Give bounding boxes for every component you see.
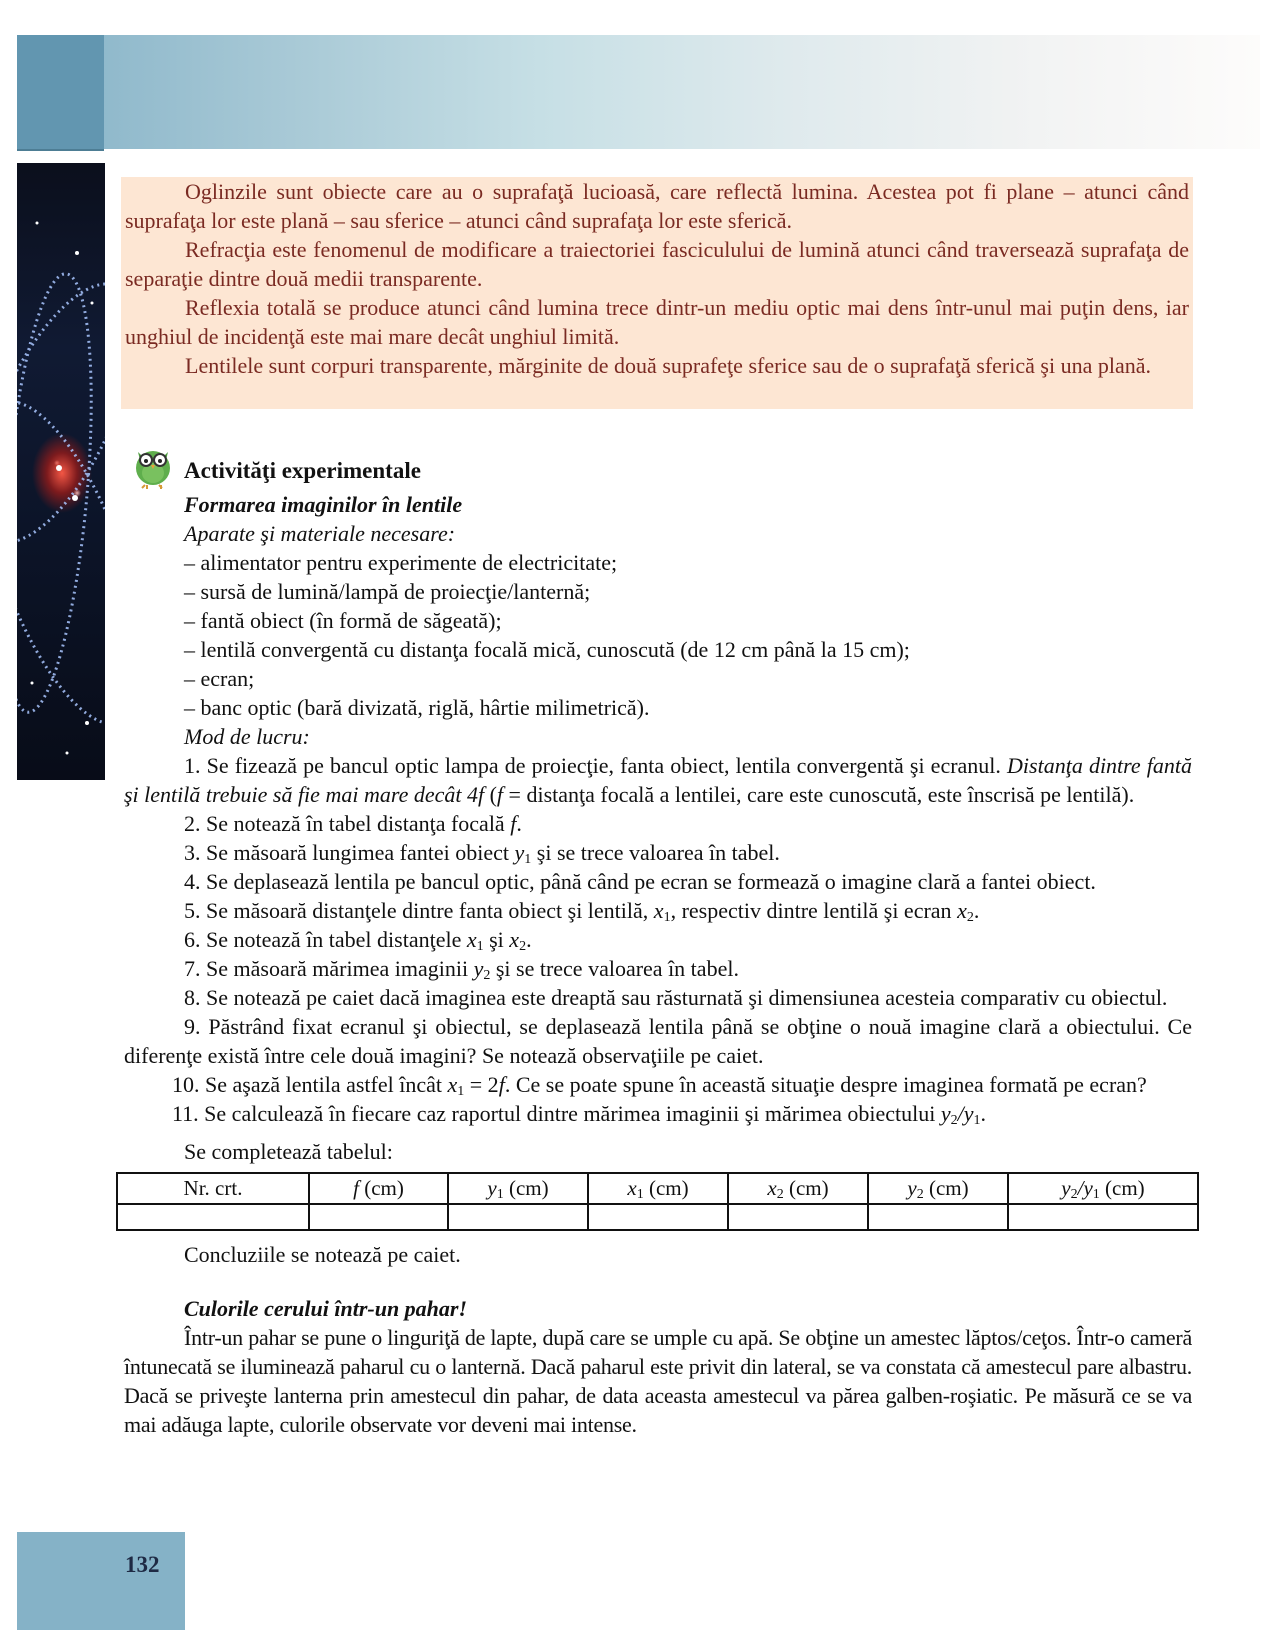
step-3-var: y	[514, 840, 525, 865]
step-9: 9. Păstrând fixat ecranul şi obiectul, se deplasează lentila până se obţine o nouă imagine clară a obiectului. Ce diferenţe există între cele două imagini? Se notează observaţiile pe caiet.	[124, 1014, 1192, 1068]
step-8: 8. Se notează pe caiet dacă imaginea este dreaptă sau răsturnată şi dimensiunea acesteia comparativ cu obiectul.	[184, 985, 1168, 1010]
header-var: x	[627, 1176, 637, 1200]
table-header-y1	[448, 1173, 588, 1204]
step-2-text: 2. Se notează în tabel distanţa focală	[184, 811, 511, 836]
step-6-var2: x	[509, 927, 520, 952]
main-content	[124, 456, 1192, 1439]
materials-item: – ecran;	[184, 666, 255, 691]
step-3-text-end: şi se trece valoarea în tabel.	[531, 840, 780, 865]
header-sub: 2	[1070, 1187, 1078, 1202]
step-10-var: x	[447, 1072, 458, 1097]
step-7-text: 7. Se măsoară mărimea imaginii	[184, 956, 474, 981]
materials-item: – sursă de lumină/lampă de proiecţie/lanternă;	[184, 579, 591, 604]
step-6	[124, 925, 1192, 954]
step-1-italic-text: Distanţa dintre fantă şi lentilă trebuie să fie mai mare decât 4f	[124, 753, 1193, 807]
summary-paragraph-total-reflection: Reflexia totală se produce atunci când lumina trece dintr-un mediu optic mai dens într-unul mai puţin dens, iar unghiul de incidenţă este mai mare decât unghiul limită.	[125, 295, 1189, 349]
table-header-ratio	[1008, 1173, 1198, 1204]
header-unit: (cm)	[503, 1176, 549, 1200]
header-sub2: 1	[1092, 1187, 1100, 1202]
step-5-end: .	[973, 898, 980, 923]
page-number: 132	[125, 1552, 160, 1577]
table-header-x2	[728, 1173, 868, 1204]
experiment-title-lens-images: Formarea imaginilor în lentile	[184, 492, 463, 517]
step-6-var1: x	[466, 927, 477, 952]
table-cell[interactable]	[117, 1204, 309, 1230]
step-5-var2: x	[957, 898, 967, 923]
step-1	[124, 751, 1192, 809]
materials-label: Aparate şi materiale necesare:	[184, 521, 456, 546]
step-6-end: .	[526, 927, 532, 952]
step-5-sub2: 2	[966, 910, 974, 925]
table-cell[interactable]	[309, 1204, 448, 1230]
step-5-sub1: 1	[663, 910, 671, 925]
step-2-end: .	[516, 811, 522, 836]
results-table	[116, 1172, 1199, 1231]
step-5-var1: x	[653, 898, 664, 923]
table-cell[interactable]	[448, 1204, 588, 1230]
summary-paragraph-lenses: Lentilele sunt corpuri transparente, mărginite de două suprafeţe sferice sau de o suprafaţă sferică şi una plană.	[185, 353, 1151, 378]
step-7-text-end: şi se trece valoarea în tabel.	[490, 956, 739, 981]
summary-paragraph-mirrors: Oglinzile sunt obiecte care au o suprafaţă lucioasă, care reflectă lumina. Acestea pot fi plane – atunci când suprafaţa lor este plană – sau sferice – atunci când suprafaţa lor este sferică.	[125, 179, 1189, 233]
header-sub: 1	[496, 1187, 504, 1202]
header-var: x	[767, 1176, 777, 1200]
step-10-var-f: f	[498, 1072, 505, 1097]
table-header-f	[309, 1173, 448, 1204]
step-6-sub2: 2	[519, 939, 527, 954]
header-unit: (cm)	[923, 1176, 969, 1200]
step-2-var-f: f	[510, 811, 517, 836]
materials-item: – alimentator pentru experimente de electricitate;	[184, 550, 618, 575]
step-10-text-end: . Ce se poate spune în această situaţie despre imaginea formată pe ecran?	[504, 1072, 1147, 1097]
step-3	[124, 838, 1192, 867]
header-label: Nr. crt.	[183, 1176, 243, 1200]
step-10-text: 10. Se aşază lentila astfel încât	[172, 1072, 448, 1097]
page-number-box	[17, 1532, 185, 1630]
header-var: y	[1061, 1176, 1071, 1200]
step-6-text: 6. Se notează în tabel distanţele	[184, 927, 467, 952]
step-5	[124, 896, 1192, 925]
step-10-eq: = 2	[464, 1072, 499, 1097]
step-11-var1: y	[940, 1101, 951, 1126]
experiment-sky-colors-text: Într-un pahar se pune o linguriţă de lapte, după care se umple cu apă. Se obţine un amestec lăptos/ceţos. Într-o cameră întunecată se iluminează paharul cu o lanternă. Dacă paharul este privit din lateral, se va constata că amestecul pare albastru. Dacă se priveşte lanterna prin amestecul din pahar, de data aceasta amestecul va părea galben-roşiatic. Pe măsură ce se va mai adăuga lapte, culorile observate vor deveni mai intense.	[124, 1325, 1192, 1437]
step-6-sub1: 1	[476, 939, 484, 954]
table-intro: Se completează tabelul:	[184, 1139, 393, 1164]
table-header-y2	[868, 1173, 1008, 1204]
step-5-text-mid: , respectiv dintre lentilă şi ecran	[670, 898, 958, 923]
table-cell[interactable]	[588, 1204, 728, 1230]
header-band	[17, 35, 1260, 149]
procedure-label: Mod de lucru:	[184, 724, 310, 749]
table-cell[interactable]	[868, 1204, 1008, 1230]
step-4: 4. Se deplasează lentila pe bancul optic, până când pe ecran se formează o imagine clară a fantei obiect.	[184, 869, 1096, 894]
step-11-slash: /	[957, 1101, 964, 1126]
section-heading-activities: Activităţi experimentale	[184, 458, 421, 483]
table-header-x1	[588, 1173, 728, 1204]
summary-paragraph-refraction: Refracţia este fenomenul de modificare a traiectoriei fasciculului de lumină atunci când traversează suprafaţa de separaţie dintre două medii transparente.	[125, 237, 1189, 291]
table-header-row	[117, 1173, 1198, 1204]
step-11	[124, 1099, 1192, 1128]
step-3-text: 3. Se măsoară lungimea fantei obiect	[184, 840, 515, 865]
table-header-nr	[117, 1173, 309, 1204]
step-3-sub: 1	[524, 852, 532, 867]
experiment-title-sky-colors: Culorile cerului într-un pahar!	[184, 1296, 468, 1321]
header-corner-block	[17, 35, 104, 151]
step-1-paren: (	[484, 782, 497, 807]
step-10-sub: 1	[457, 1084, 465, 1099]
materials-item: – fantă obiect (în formă de săgeată);	[184, 608, 502, 633]
atom-orbits-graphic	[17, 163, 105, 780]
step-11-text: 11. Se calculează în fiecare caz raportul dintre mărimea imaginii şi mărimea obiectului	[172, 1101, 941, 1126]
table-cell[interactable]	[1008, 1204, 1198, 1230]
header-var: f	[353, 1176, 359, 1200]
table-row	[117, 1204, 1198, 1230]
step-11-sub2: 1	[973, 1113, 981, 1128]
table-cell[interactable]	[728, 1204, 868, 1230]
header-unit: (cm)	[358, 1176, 404, 1200]
step-7-sub: 2	[483, 968, 491, 983]
summary-box	[121, 177, 1193, 409]
header-unit: (cm)	[1099, 1176, 1145, 1200]
step-10	[124, 1070, 1192, 1099]
conclusion-text: Concluziile se notează pe caiet.	[184, 1242, 461, 1267]
step-1-text-end: = distanţa focală a lentilei, care este cunoscută, este înscrisă pe lentilă).	[503, 782, 1135, 807]
header-var2: /y	[1077, 1176, 1093, 1200]
header-unit: (cm)	[783, 1176, 829, 1200]
materials-item: – banc optic (bară divizată, riglă, hârtie milimetrică).	[184, 695, 650, 720]
materials-list	[124, 548, 1192, 722]
step-11-sub1: 2	[950, 1113, 958, 1128]
header-var: y	[907, 1176, 917, 1200]
atom-decorative-image	[17, 163, 105, 780]
step-7-var: y	[473, 956, 484, 981]
materials-item: – lentilă convergentă cu distanţa focală mică, cunoscută (de 12 cm până la 15 cm);	[184, 637, 910, 662]
header-sub: 2	[776, 1187, 784, 1202]
header-var: y	[487, 1176, 497, 1200]
step-11-end: .	[980, 1101, 986, 1126]
step-1-var-f: f	[496, 782, 504, 807]
step-11-var2: y	[963, 1101, 974, 1126]
step-1-text: 1. Se fizează pe bancul optic lampa de proiecţie, fanta obiect, lentila convergentă şi ecranul.	[184, 753, 1001, 778]
header-sub: 1	[636, 1187, 644, 1202]
step-2	[124, 809, 1192, 838]
step-6-text-mid: şi	[483, 927, 510, 952]
header-sub: 2	[916, 1187, 924, 1202]
header-unit: (cm)	[643, 1176, 689, 1200]
step-7	[124, 954, 1192, 983]
step-5-text: 5. Se măsoară distanţele dintre fanta obiect şi lentilă,	[184, 898, 654, 923]
